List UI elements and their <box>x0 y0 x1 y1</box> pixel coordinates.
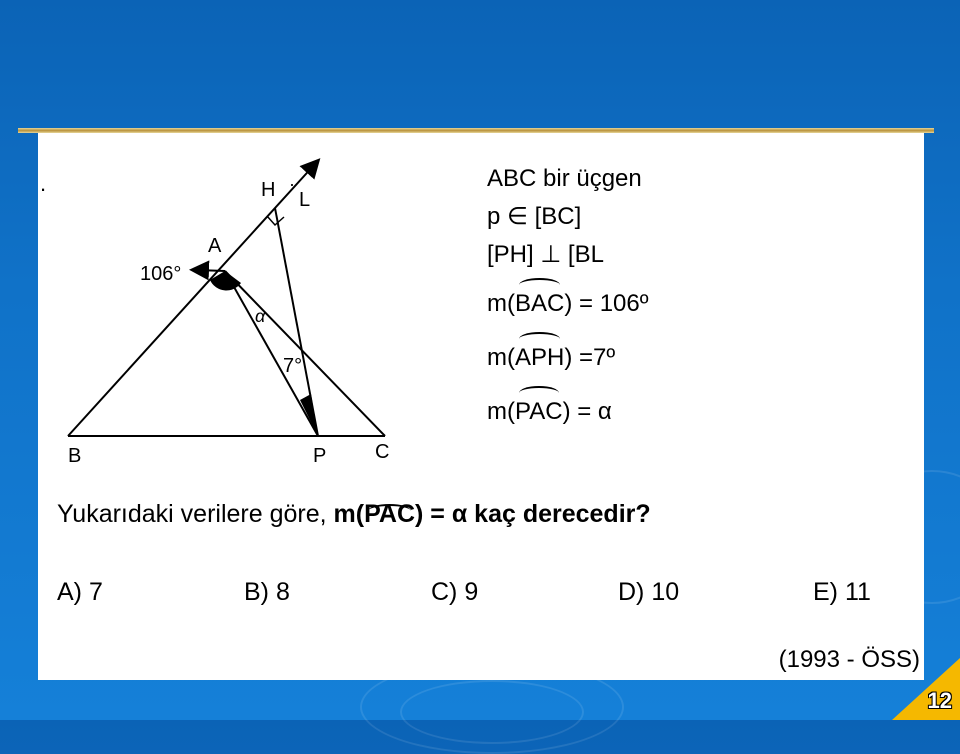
point-dot: · <box>289 174 295 194</box>
label-l: L <box>299 189 311 211</box>
option-b[interactable]: B) 8 <box>244 578 290 606</box>
label-c: C <box>375 441 390 463</box>
label-h: H <box>261 179 276 201</box>
given-point-p: p ∈ [BC] <box>487 203 582 230</box>
triangle-figure <box>55 150 405 470</box>
angle-arrow <box>197 270 225 271</box>
label-b: B <box>68 445 82 467</box>
given-angle-pac: m(PAC) = α <box>487 382 907 436</box>
stray-dot: . <box>40 171 47 196</box>
given-perpendicular: [PH] ⊥ [BL <box>487 241 604 268</box>
option-a[interactable]: A) 7 <box>57 578 103 606</box>
label-p: P <box>313 445 327 467</box>
source-citation: (1993 - ÖSS) <box>778 646 920 673</box>
label-alpha: α <box>255 306 266 326</box>
option-c[interactable]: C) 9 <box>431 578 479 606</box>
question-text: Yukarıdaki verilere göre, m(PAC) = α kaç derecedir? <box>57 500 651 528</box>
right-angle-marker <box>267 216 284 225</box>
label-7: 7° <box>283 355 303 377</box>
given-angle-bac: m(BAC) = 106º <box>487 274 907 328</box>
option-d[interactable]: D) 10 <box>618 578 680 606</box>
option-e[interactable]: E) 11 <box>813 578 871 606</box>
background-swirl <box>400 680 584 744</box>
label-a: A <box>208 235 222 257</box>
angle-aph-fill <box>300 394 318 436</box>
given-list <box>487 160 907 436</box>
slide-number: 12 <box>927 688 952 713</box>
answer-options <box>57 578 897 614</box>
given-triangle: ABC bir üçgen <box>487 165 642 192</box>
given-angle-aph: m(APH) =7º <box>487 328 907 382</box>
ray-bl <box>68 164 315 436</box>
label-106: 106° <box>140 263 182 285</box>
